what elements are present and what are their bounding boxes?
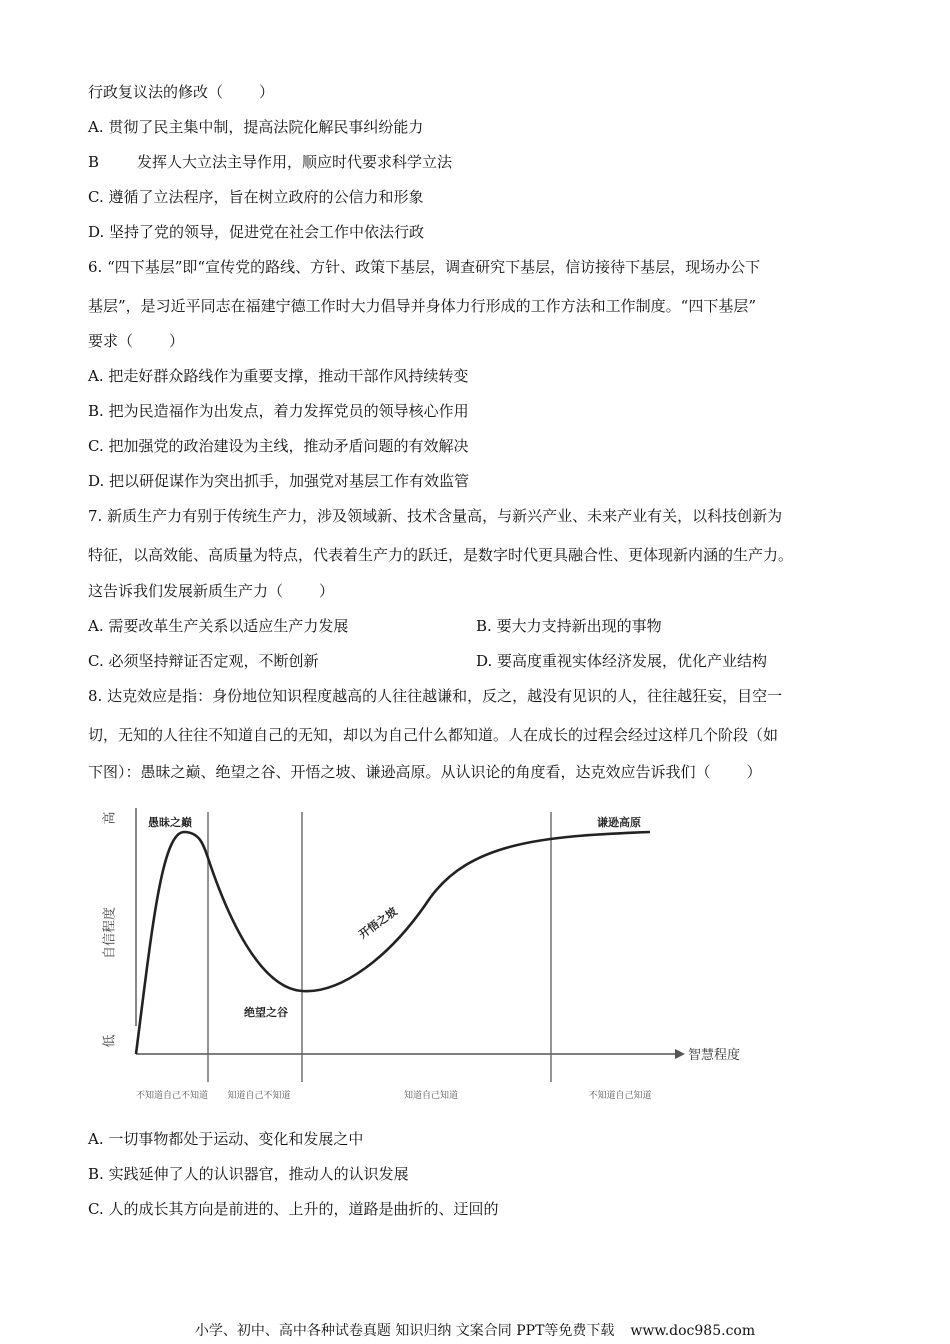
q7-option-a-text: 需要改革生产关系以适应生产力发展 — [108, 617, 349, 635]
stage-label-peak: 愚昧之巅 — [148, 816, 192, 829]
q7-option-b — [476, 616, 662, 636]
q6-stem-text: 要求（ — [88, 332, 134, 350]
q5-stem-close: ） — [259, 83, 275, 101]
q6-option-c — [88, 436, 469, 456]
q8-option-c — [88, 1199, 499, 1219]
y-low-label: 低 — [102, 1034, 118, 1048]
q7-option-c-label: C. — [88, 652, 104, 670]
q6-stem-close: ） — [169, 332, 185, 350]
q7-stem-line-1: 7. 新质生产力有别于传统生产力，涉及领域新、技术含量高，与新兴产业、未来产业有关，以科技创新为 — [88, 507, 783, 525]
q5-option-a — [88, 117, 423, 137]
q8-option-a-label: A. — [88, 1130, 104, 1148]
q8-stem-line-3 — [88, 762, 762, 782]
q8-option-b-text: 实践延伸了人的认识器官，推动人的认识发展 — [108, 1165, 409, 1183]
x-axis-arrow — [675, 1049, 685, 1059]
q6-stem-line-2: 基层”，是习近平同志在福建宁德工作时大力倡导并身体力行形成的工作方法和工作制度。“四下基层” — [88, 297, 757, 315]
q5-stem-tail — [88, 82, 274, 102]
q7-option-b-label: B. — [476, 617, 492, 635]
dunning-kruger-figure — [100, 798, 760, 1108]
q6-option-b-label: B. — [88, 402, 104, 420]
q8-option-c-label: C. — [88, 1200, 104, 1218]
q5-option-c-text: 遵循了立法程序，旨在树立政府的公信力和形象 — [108, 188, 424, 206]
q5-option-c-label: C. — [88, 188, 104, 206]
x-axis-label: 智慧程度 — [688, 1048, 741, 1063]
q7-option-c-text: 必须坚持辩证否定观，不断创新 — [108, 652, 319, 670]
q8-option-b-label: B. — [88, 1165, 104, 1183]
stage-label-plateau: 谦逊高原 — [597, 816, 641, 829]
q6-option-d-text: 把以研促谋作为突出抓手，加强党对基层工作有效监管 — [109, 472, 470, 490]
q7-option-a — [88, 616, 348, 636]
q6-option-d-label: D. — [88, 472, 105, 490]
q6-option-a-label: A. — [88, 367, 104, 385]
q7-option-d — [476, 651, 767, 671]
q7-option-b-text: 要大力支持新出现的事物 — [496, 617, 662, 635]
q6-option-b-text: 把为民造福作为出发点，着力发挥党员的领导核心作用 — [108, 402, 469, 420]
q6-option-a-text: 把走好群众路线作为重要支撑，推动干部作风持续转变 — [108, 367, 469, 385]
y-axis-label: 自信程度 — [102, 906, 118, 960]
q7-stem-line-2: 特征，以高效能、高质量为特点，代表着生产力的跃迁，是数字时代更具融合性、更体现新内涵的生产力。 — [88, 546, 794, 564]
page-footer — [0, 1322, 950, 1340]
q6-option-d — [88, 471, 469, 491]
q7-option-d-label: D. — [476, 652, 493, 670]
q5-option-b — [88, 152, 452, 172]
phase-label-4: 不知道自己知道 — [588, 1091, 652, 1101]
q5-option-b-text: 发挥人大立法主导作用，顺应时代要求科学立法 — [137, 153, 453, 171]
footer-text: 小学、初中、高中各种试卷真题 知识归纳 文案合同 PPT等免费下载 — [194, 1323, 615, 1339]
q8-stem-line-2: 切，无知的人往往不知道自己的无知，却以为自己什么都知道。人在成长的过程会经过这样几个阶段（如 — [88, 726, 779, 744]
stage-label-valley: 绝望之谷 — [244, 1006, 288, 1019]
q8-stem-line-1: 8. 达克效应是指：身份地位知识程度越高的人往往越谦和，反之，越没有见识的人，往往越狂妄，目空一 — [88, 687, 783, 705]
stage-label-slope: 开悟之坡 — [356, 904, 400, 942]
confidence-curve — [136, 832, 650, 1054]
q5-option-d-text: 坚持了党的领导，促进党在社会工作中依法行政 — [109, 223, 425, 241]
q5-option-d — [88, 222, 424, 242]
q7-option-d-text: 要高度重视实体经济发展，优化产业结构 — [497, 652, 768, 670]
q6-option-a — [88, 366, 468, 386]
footer-site-link[interactable]: www.doc985.com — [630, 1323, 756, 1339]
phase-label-1: 不知道自己不知道 — [135, 1091, 209, 1101]
q8-stem-close: ） — [746, 763, 762, 781]
q8-option-a-text: 一切事物都处于运动、变化和发展之中 — [108, 1130, 364, 1148]
q5-option-a-label: A. — [88, 118, 104, 136]
q6-option-c-text: 把加强党的政治建设为主线，推动矛盾问题的有效解决 — [108, 437, 469, 455]
q8-option-c-text: 人的成长其方向是前进的、上升的，道路是曲折的、迂回的 — [108, 1200, 499, 1218]
q5-option-c — [88, 187, 424, 207]
y-high-label: 高 — [102, 811, 118, 825]
phase-label-2: 知道自己不知道 — [227, 1091, 291, 1101]
q6-stem-line-1: 6. “四下基层”即“宣传党的路线、方针、政策下基层，调查研究下基层，信访接待下基层，现场办公下 — [88, 258, 761, 276]
dunning-kruger-svg — [100, 798, 760, 1108]
q8-option-a — [88, 1129, 363, 1149]
q7-stem-line-3 — [88, 581, 334, 601]
q5-stem-text: 行政复议法的修改（ — [88, 83, 224, 101]
q7-option-a-label: A. — [88, 617, 104, 635]
q5-option-b-label: B — [88, 153, 100, 171]
q5-option-a-text: 贯彻了民主集中制，提高法院化解民事纠纷能力 — [108, 118, 424, 136]
q6-option-c-label: C. — [88, 437, 104, 455]
q7-stem-close: ） — [319, 582, 335, 600]
phase-label-3: 知道自己知道 — [403, 1091, 459, 1101]
q6-stem-line-3 — [88, 331, 184, 351]
q5-option-d-label: D. — [88, 223, 105, 241]
q7-option-c — [88, 651, 319, 671]
q7-stem-text: 这告诉我们发展新质生产力（ — [88, 582, 284, 600]
q6-option-b — [88, 401, 469, 421]
q8-stem-text: 下图）：愚昧之巅、绝望之谷、开悟之坡、谦逊高原。从认识论的角度看，达克效应告诉我们（ — [88, 763, 711, 781]
q8-option-b — [88, 1164, 409, 1184]
